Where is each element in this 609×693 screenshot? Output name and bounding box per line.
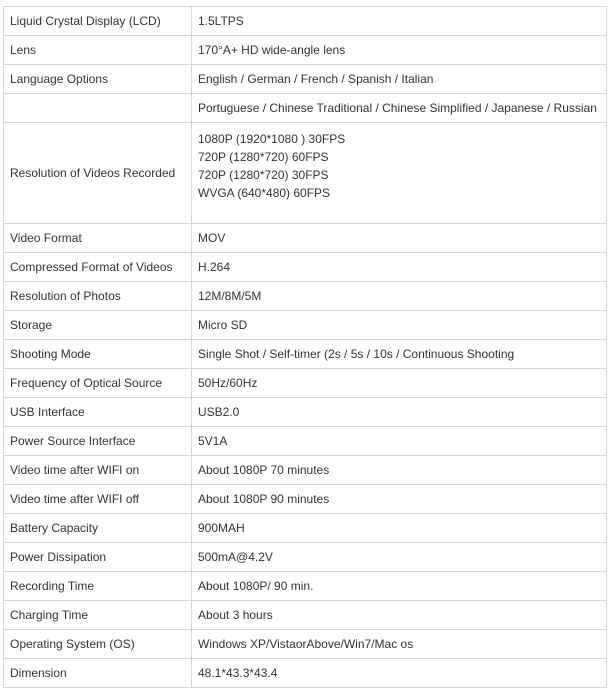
spec-label: Storage bbox=[4, 311, 192, 340]
spec-value: Windows XP/VistaorAbove/Win7/Mac os bbox=[192, 630, 607, 659]
spec-label: Operating System (OS) bbox=[4, 630, 192, 659]
table-row bbox=[4, 456, 607, 485]
spec-label: Lens bbox=[4, 36, 192, 65]
table-row bbox=[4, 630, 607, 659]
spec-value: 48.1*43.3*43.4 bbox=[192, 659, 607, 688]
spec-value: 500mA@4.2V bbox=[192, 543, 607, 572]
table-row bbox=[4, 224, 607, 253]
spec-value: Micro SD bbox=[192, 311, 607, 340]
spec-value: H.264 bbox=[192, 253, 607, 282]
spec-label: Battery Capacity bbox=[4, 514, 192, 543]
spec-value: About 1080P 90 minutes bbox=[192, 485, 607, 514]
spec-label: Recording Time bbox=[4, 572, 192, 601]
spec-label: Resolution of Videos Recorded bbox=[4, 123, 192, 224]
spec-label: Frequency of Optical Source bbox=[4, 369, 192, 398]
spec-label: Shooting Mode bbox=[4, 340, 192, 369]
table-row bbox=[4, 311, 607, 340]
spec-value: English / German / French / Spanish / Italian bbox=[192, 65, 607, 94]
spec-label: Power Dissipation bbox=[4, 543, 192, 572]
spec-label: USB Interface bbox=[4, 398, 192, 427]
table-row bbox=[4, 282, 607, 311]
spec-value: MOV bbox=[192, 224, 607, 253]
table-row bbox=[4, 398, 607, 427]
spec-label: Video time after WIFI off bbox=[4, 485, 192, 514]
spec-value: USB2.0 bbox=[192, 398, 607, 427]
table-row bbox=[4, 94, 607, 123]
spec-label: Charging Time bbox=[4, 601, 192, 630]
spec-value-multiline bbox=[192, 123, 607, 224]
table-row bbox=[4, 485, 607, 514]
table-row bbox=[4, 65, 607, 94]
spec-label: Dimension bbox=[4, 659, 192, 688]
table-row bbox=[4, 7, 607, 36]
spec-value: 900MAH bbox=[192, 514, 607, 543]
table-row bbox=[4, 253, 607, 282]
spec-value: 170°A+ HD wide-angle lens bbox=[192, 36, 607, 65]
table-row bbox=[4, 543, 607, 572]
table-row bbox=[4, 427, 607, 456]
table-row bbox=[4, 601, 607, 630]
spec-value: About 3 hours bbox=[192, 601, 607, 630]
spec-table bbox=[3, 6, 607, 688]
table-row bbox=[4, 572, 607, 601]
spec-value: 50Hz/60Hz bbox=[192, 369, 607, 398]
spec-value: Single Shot / Self-timer (2s / 5s / 10s / Continuous Shooting bbox=[192, 340, 607, 369]
spec-label: Compressed Format of Videos bbox=[4, 253, 192, 282]
spec-label: Video Format bbox=[4, 224, 192, 253]
spec-label: Liquid Crystal Display (LCD) bbox=[4, 7, 192, 36]
video-resolution-line: 1080P (1920*1080 ) 30FPS bbox=[198, 132, 346, 146]
table-row bbox=[4, 514, 607, 543]
spec-label: Power Source Interface bbox=[4, 427, 192, 456]
table-row bbox=[4, 659, 607, 688]
spec-value: 12M/8M/5M bbox=[192, 282, 607, 311]
spec-label bbox=[4, 94, 192, 123]
spec-value: About 1080P/ 90 min. bbox=[192, 572, 607, 601]
spec-label: Language Options bbox=[4, 65, 192, 94]
spec-value: 5V1A bbox=[192, 427, 607, 456]
spec-value: Portuguese / Chinese Traditional / Chinese Simplified / Japanese / Russian bbox=[192, 94, 607, 123]
video-resolution-line: 720P (1280*720) 60FPS bbox=[198, 150, 329, 164]
table-row bbox=[4, 36, 607, 65]
video-resolution-line: 720P (1280*720) 30FPS bbox=[198, 168, 329, 182]
spec-label: Video time after WIFI on bbox=[4, 456, 192, 485]
table-row bbox=[4, 123, 607, 224]
spec-value: About 1080P 70 minutes bbox=[192, 456, 607, 485]
spec-label: Resolution of Photos bbox=[4, 282, 192, 311]
table-row bbox=[4, 340, 607, 369]
spec-value: 1.5LTPS bbox=[192, 7, 607, 36]
table-row bbox=[4, 369, 607, 398]
video-resolution-line: WVGA (640*480) 60FPS bbox=[198, 186, 331, 200]
